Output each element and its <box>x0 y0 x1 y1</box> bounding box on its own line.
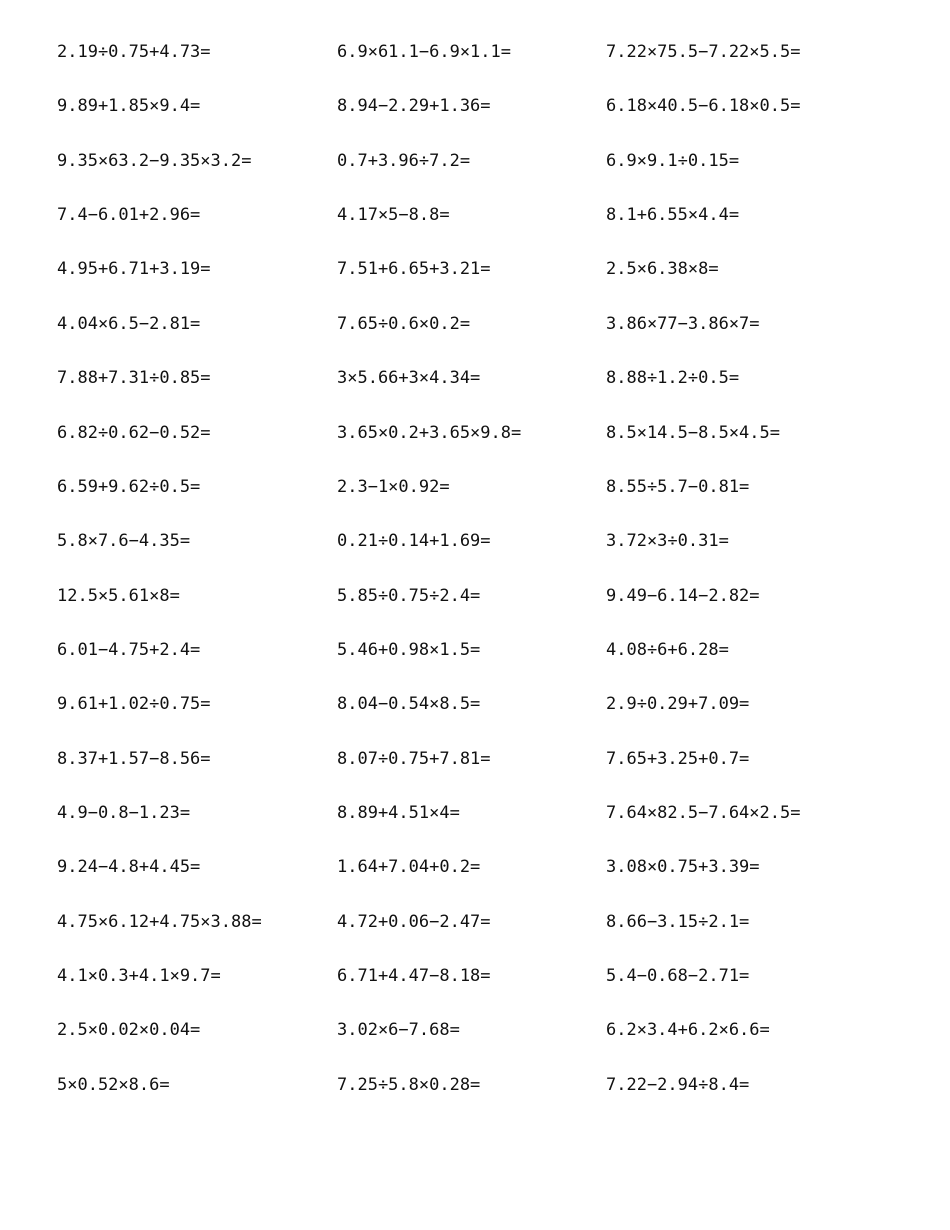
problem-row <box>0 204 950 258</box>
math-problem: 7.65÷0.6×0.2= <box>337 313 471 334</box>
problem-row <box>0 476 950 530</box>
math-problem: 4.1×0.3+4.1×9.7= <box>57 966 221 986</box>
math-problem: 7.22×75.5−7.22×5.5= <box>606 42 801 62</box>
math-problem: 7.65+3.25+0.7= <box>606 748 750 769</box>
math-problem: 9.24−4.8+4.45= <box>57 857 201 878</box>
math-problem: 5.85÷0.75÷2.4= <box>337 585 481 606</box>
math-problem: 4.08÷6+6.28= <box>606 639 729 660</box>
math-problem: 3.08×0.75+3.39= <box>606 857 760 878</box>
math-problem: 8.07÷0.75+7.81= <box>337 748 491 769</box>
math-problem: 8.94−2.29+1.36= <box>337 96 491 117</box>
problem-row <box>0 802 950 856</box>
math-problem: 9.35×63.2−9.35×3.2= <box>57 150 252 171</box>
math-problem: 7.64×82.5−7.64×2.5= <box>606 802 801 823</box>
math-problem: 6.59+9.62÷0.5= <box>57 476 201 497</box>
math-problem: 6.01−4.75+2.4= <box>57 639 201 660</box>
problem-row <box>0 422 950 476</box>
problem-row <box>0 965 950 1019</box>
math-problem: 8.37+1.57−8.56= <box>57 748 211 769</box>
math-problem: 2.19÷0.75+4.73= <box>57 42 211 62</box>
math-problem: 8.89+4.51×4= <box>337 802 460 823</box>
math-problem: 7.51+6.65+3.21= <box>337 259 491 280</box>
math-problem: 8.66−3.15÷2.1= <box>606 911 750 932</box>
math-problem: 0.21÷0.14+1.69= <box>337 531 491 552</box>
math-problem: 3×5.66+3×4.34= <box>337 368 481 389</box>
problem-row <box>0 693 950 747</box>
problem-row <box>0 530 950 584</box>
math-problem: 4.75×6.12+4.75×3.88= <box>57 911 262 932</box>
math-problem: 3.65×0.2+3.65×9.8= <box>337 422 522 443</box>
problem-row <box>0 639 950 693</box>
math-problem: 1.64+7.04+0.2= <box>337 857 481 878</box>
math-problem: 3.86×77−3.86×7= <box>606 313 760 334</box>
problem-row <box>0 258 950 312</box>
math-problem: 3.72×3÷0.31= <box>606 531 729 552</box>
math-problem: 8.88÷1.2÷0.5= <box>606 368 740 389</box>
math-problem: 4.72+0.06−2.47= <box>337 911 491 932</box>
math-problem: 5.46+0.98×1.5= <box>337 639 481 660</box>
math-problem: 5.4−0.68−2.71= <box>606 966 750 986</box>
math-problem: 7.25÷5.8×0.28= <box>337 1074 481 1095</box>
problem-row <box>0 585 950 639</box>
math-problem: 4.04×6.5−2.81= <box>57 313 201 334</box>
problem-row <box>0 748 950 802</box>
math-problem: 6.9×61.1−6.9×1.1= <box>337 42 511 62</box>
problem-row <box>0 150 950 204</box>
math-problem: 6.82÷0.62−0.52= <box>57 422 211 443</box>
math-problem: 5×0.52×8.6= <box>57 1074 170 1095</box>
math-problem: 8.5×14.5−8.5×4.5= <box>606 422 780 443</box>
math-problem: 4.95+6.71+3.19= <box>57 259 211 280</box>
math-problem: 3.02×6−7.68= <box>337 1020 460 1041</box>
problem-row <box>0 1019 950 1073</box>
math-problem: 2.5×6.38×8= <box>606 259 719 280</box>
math-problem: 8.55÷5.7−0.81= <box>606 476 750 497</box>
math-problem: 9.61+1.02÷0.75= <box>57 694 211 715</box>
math-problem: 5.8×7.6−4.35= <box>57 531 191 552</box>
math-problem: 9.89+1.85×9.4= <box>57 96 201 117</box>
math-problem: 2.5×0.02×0.04= <box>57 1020 201 1041</box>
math-problem: 4.9−0.8−1.23= <box>57 802 191 823</box>
problem-row <box>0 911 950 965</box>
math-problem: 6.2×3.4+6.2×6.6= <box>606 1020 770 1041</box>
math-problem: 8.04−0.54×8.5= <box>337 694 481 715</box>
math-problem: 6.71+4.47−8.18= <box>337 966 491 986</box>
math-problem: 9.49−6.14−2.82= <box>606 585 760 606</box>
math-problem: 2.3−1×0.92= <box>337 476 450 497</box>
problem-row <box>0 95 950 149</box>
problem-row <box>0 367 950 421</box>
problem-row <box>0 856 950 910</box>
math-problem: 4.17×5−8.8= <box>337 205 450 226</box>
math-problem: 2.9÷0.29+7.09= <box>606 694 750 715</box>
problem-row <box>0 1074 950 1128</box>
problem-row <box>0 313 950 367</box>
math-problem: 7.88+7.31÷0.85= <box>57 368 211 389</box>
math-problem: 7.22−2.94÷8.4= <box>606 1074 750 1095</box>
math-problem: 0.7+3.96÷7.2= <box>337 150 471 171</box>
problem-row <box>0 41 950 95</box>
math-problem: 12.5×5.61×8= <box>57 585 180 606</box>
math-problem: 6.9×9.1÷0.15= <box>606 150 740 171</box>
math-problem: 7.4−6.01+2.96= <box>57 205 201 226</box>
math-problem: 6.18×40.5−6.18×0.5= <box>606 96 801 117</box>
math-problem: 8.1+6.55×4.4= <box>606 205 740 226</box>
